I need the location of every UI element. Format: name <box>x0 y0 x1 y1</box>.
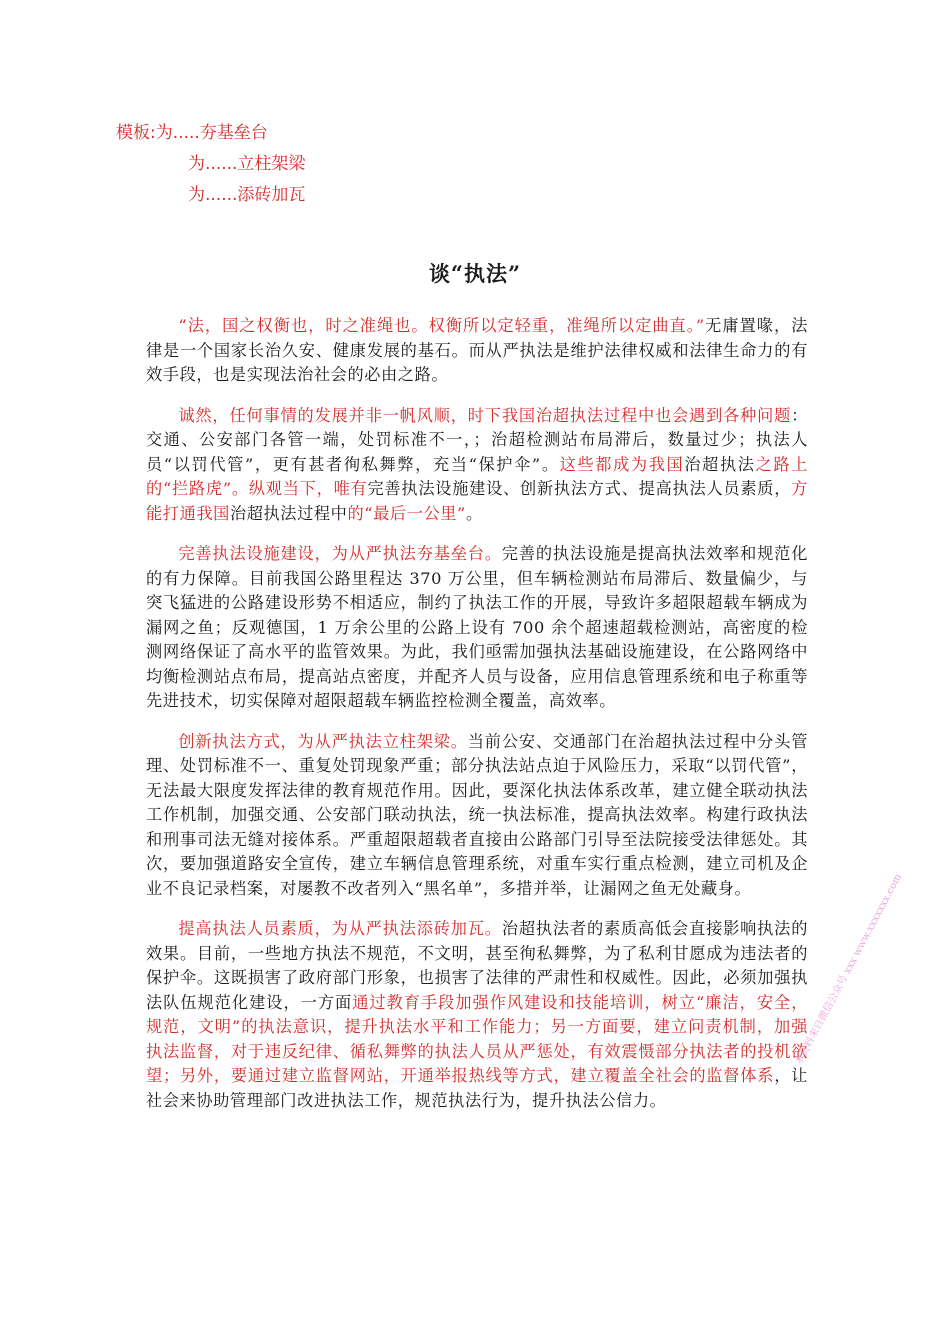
essay-title: 谈“执法” <box>428 261 522 286</box>
paragraph-5-heading: 提高执法人员素质，为从严执法添砖加瓦。 <box>178 919 502 938</box>
paragraph-1-text: 无庸置喙，法律是一个国家长治久安、健康发展的基石。而从严执法是维护法律权威和法律生命力的有效手段，也是实现法治社会的必由之路。 <box>146 316 808 384</box>
paragraph-2-red-1: 诚然，任何事情的发展并非一帆风顺，时下我国治超执法过程中也会遇到各种问题 <box>178 405 792 425</box>
paragraph-1-quote: “法，国之权衡也，时之准绳也。权衡所以定轻重，准绳所以定曲直。” <box>178 316 705 335</box>
essay-body <box>146 314 808 1129</box>
template-line-3: 为......添砖加瓦 <box>188 185 306 205</box>
paragraph-2-text-2: 治超执法 <box>684 454 756 474</box>
template-line-2: 为......立柱架梁 <box>188 154 306 174</box>
paragraph-5-text-1: 治超执法者的素质高低会直接影响执法的效果。目前，一些地方执法不规范，不文明，甚至徇私舞弊，为了私利甘愿成为违法者的保护伞。这既损害了政府部门形象，也损害了法律的严肃性和权威性。因此，必须加强执法队伍规范化建设，一方面 <box>146 919 808 1012</box>
paragraph-2-text-4: 治超执法过程中 <box>229 503 348 523</box>
paragraph-5-red-2: 通过教育手段加强作风建设和技能培训，树立“廉洁，安全，规范，文明”的执法意识，提升执法水平和工作能力；另一方面要，建立问责机制，加强执法监督，对于违反纪律、循私舞弊的执法人员从严惩处，有效震慑部分执法者的投机欲望；另外，要通过建立监督网站，开通举报热线等方式，建立覆盖全社会的监督体系 <box>146 992 808 1085</box>
paragraph-4-heading: 创新执法方式，为从严执法立柱架梁。 <box>178 731 468 751</box>
paragraph-2-red-4: 方能打通我国 <box>146 479 808 523</box>
paragraph-4 <box>146 730 808 902</box>
watermark: 本资料来自微信公众号 xxx www.xxxxxxx.com <box>793 872 905 1068</box>
paragraph-2-text-1: ：交通、公安部门各管一端，处罚标准不一，；治超检测站布局滞后，数量过少；执法人员“以罚代管”，更有甚者徇私舞弊，充当“保护伞”。 <box>146 405 808 474</box>
paragraph-2-text-3: 完善执法设施建设、创新执法方式、提高执法人员素质， <box>367 479 792 498</box>
paragraph-2-red-2: 这些都成为我国 <box>559 454 685 474</box>
paragraph-2-text-5: 。 <box>465 503 483 523</box>
paragraph-5-text-2: ，让社会来协助管理部门改进执法工作，规范执法行为，提升执法公信力。 <box>146 1066 809 1110</box>
template-note <box>116 118 305 211</box>
template-line-1: 模板:为.....夯基垒台 <box>116 123 268 143</box>
paragraph-3-heading: 完善执法设施建设，为从严执法夯基垒台。 <box>178 544 502 563</box>
paragraph-2-red-3: 之路上的“拦路虎”。纵观当下，唯有 <box>146 454 808 498</box>
paragraph-2 <box>146 404 808 527</box>
paragraph-4-text: 当前公安、交通部门在治超执法过程中分头管理、处罚标准不一、重复处罚现象严重；部分执法站点迫于风险压力，采取“以罚代管”，无法最大限度发挥法律的教育规范作用。因此，要深化执法体系改革，建立健全联动执法工作机制，加强交通、公安部门联动执法，统一执法标准，提高执法效率。构建行政执法和刑事司法无缝对接体系。严重超限超载者直接由公路部门引导至法院接受法律惩处。其次，要加强道路安全宣传，建立车辆信息管理系统，对重车实行重点检测，建立司机及企业不良记录档案，对屡教不改者列入“黑名单”，多措并举，让漏网之鱼无处藏身。 <box>146 731 808 898</box>
paragraph-3 <box>146 542 808 714</box>
paragraph-3-text: 完善的执法设施是提高执法效率和规范化的有力保障。目前我国公路里程达 370 万公里，但车辆检测站布局滞后、数量偏少，与突飞猛进的公路建设形势不相适应，制约了执法工作的开展，导致许多超限超载车辆成为漏网之鱼；反观德国，1 万余公里的公路上设有 700 余个超速超载检测站，高密度的检测网络保证了高水平的监管效果。为此，我们亟需加强执法基础设施建设，在公路网络中均衡检测站点布局，提高站点密度，并配齐人员与设备，应用信息管理系统和电子称重等先进技术，切实保障对超限超载车辆监控检测全覆盖，高效率。 <box>146 544 808 710</box>
paragraph-5 <box>146 917 808 1113</box>
paragraph-2-red-5: 的“最后一公里” <box>347 503 466 523</box>
paragraph-1 <box>146 314 808 388</box>
